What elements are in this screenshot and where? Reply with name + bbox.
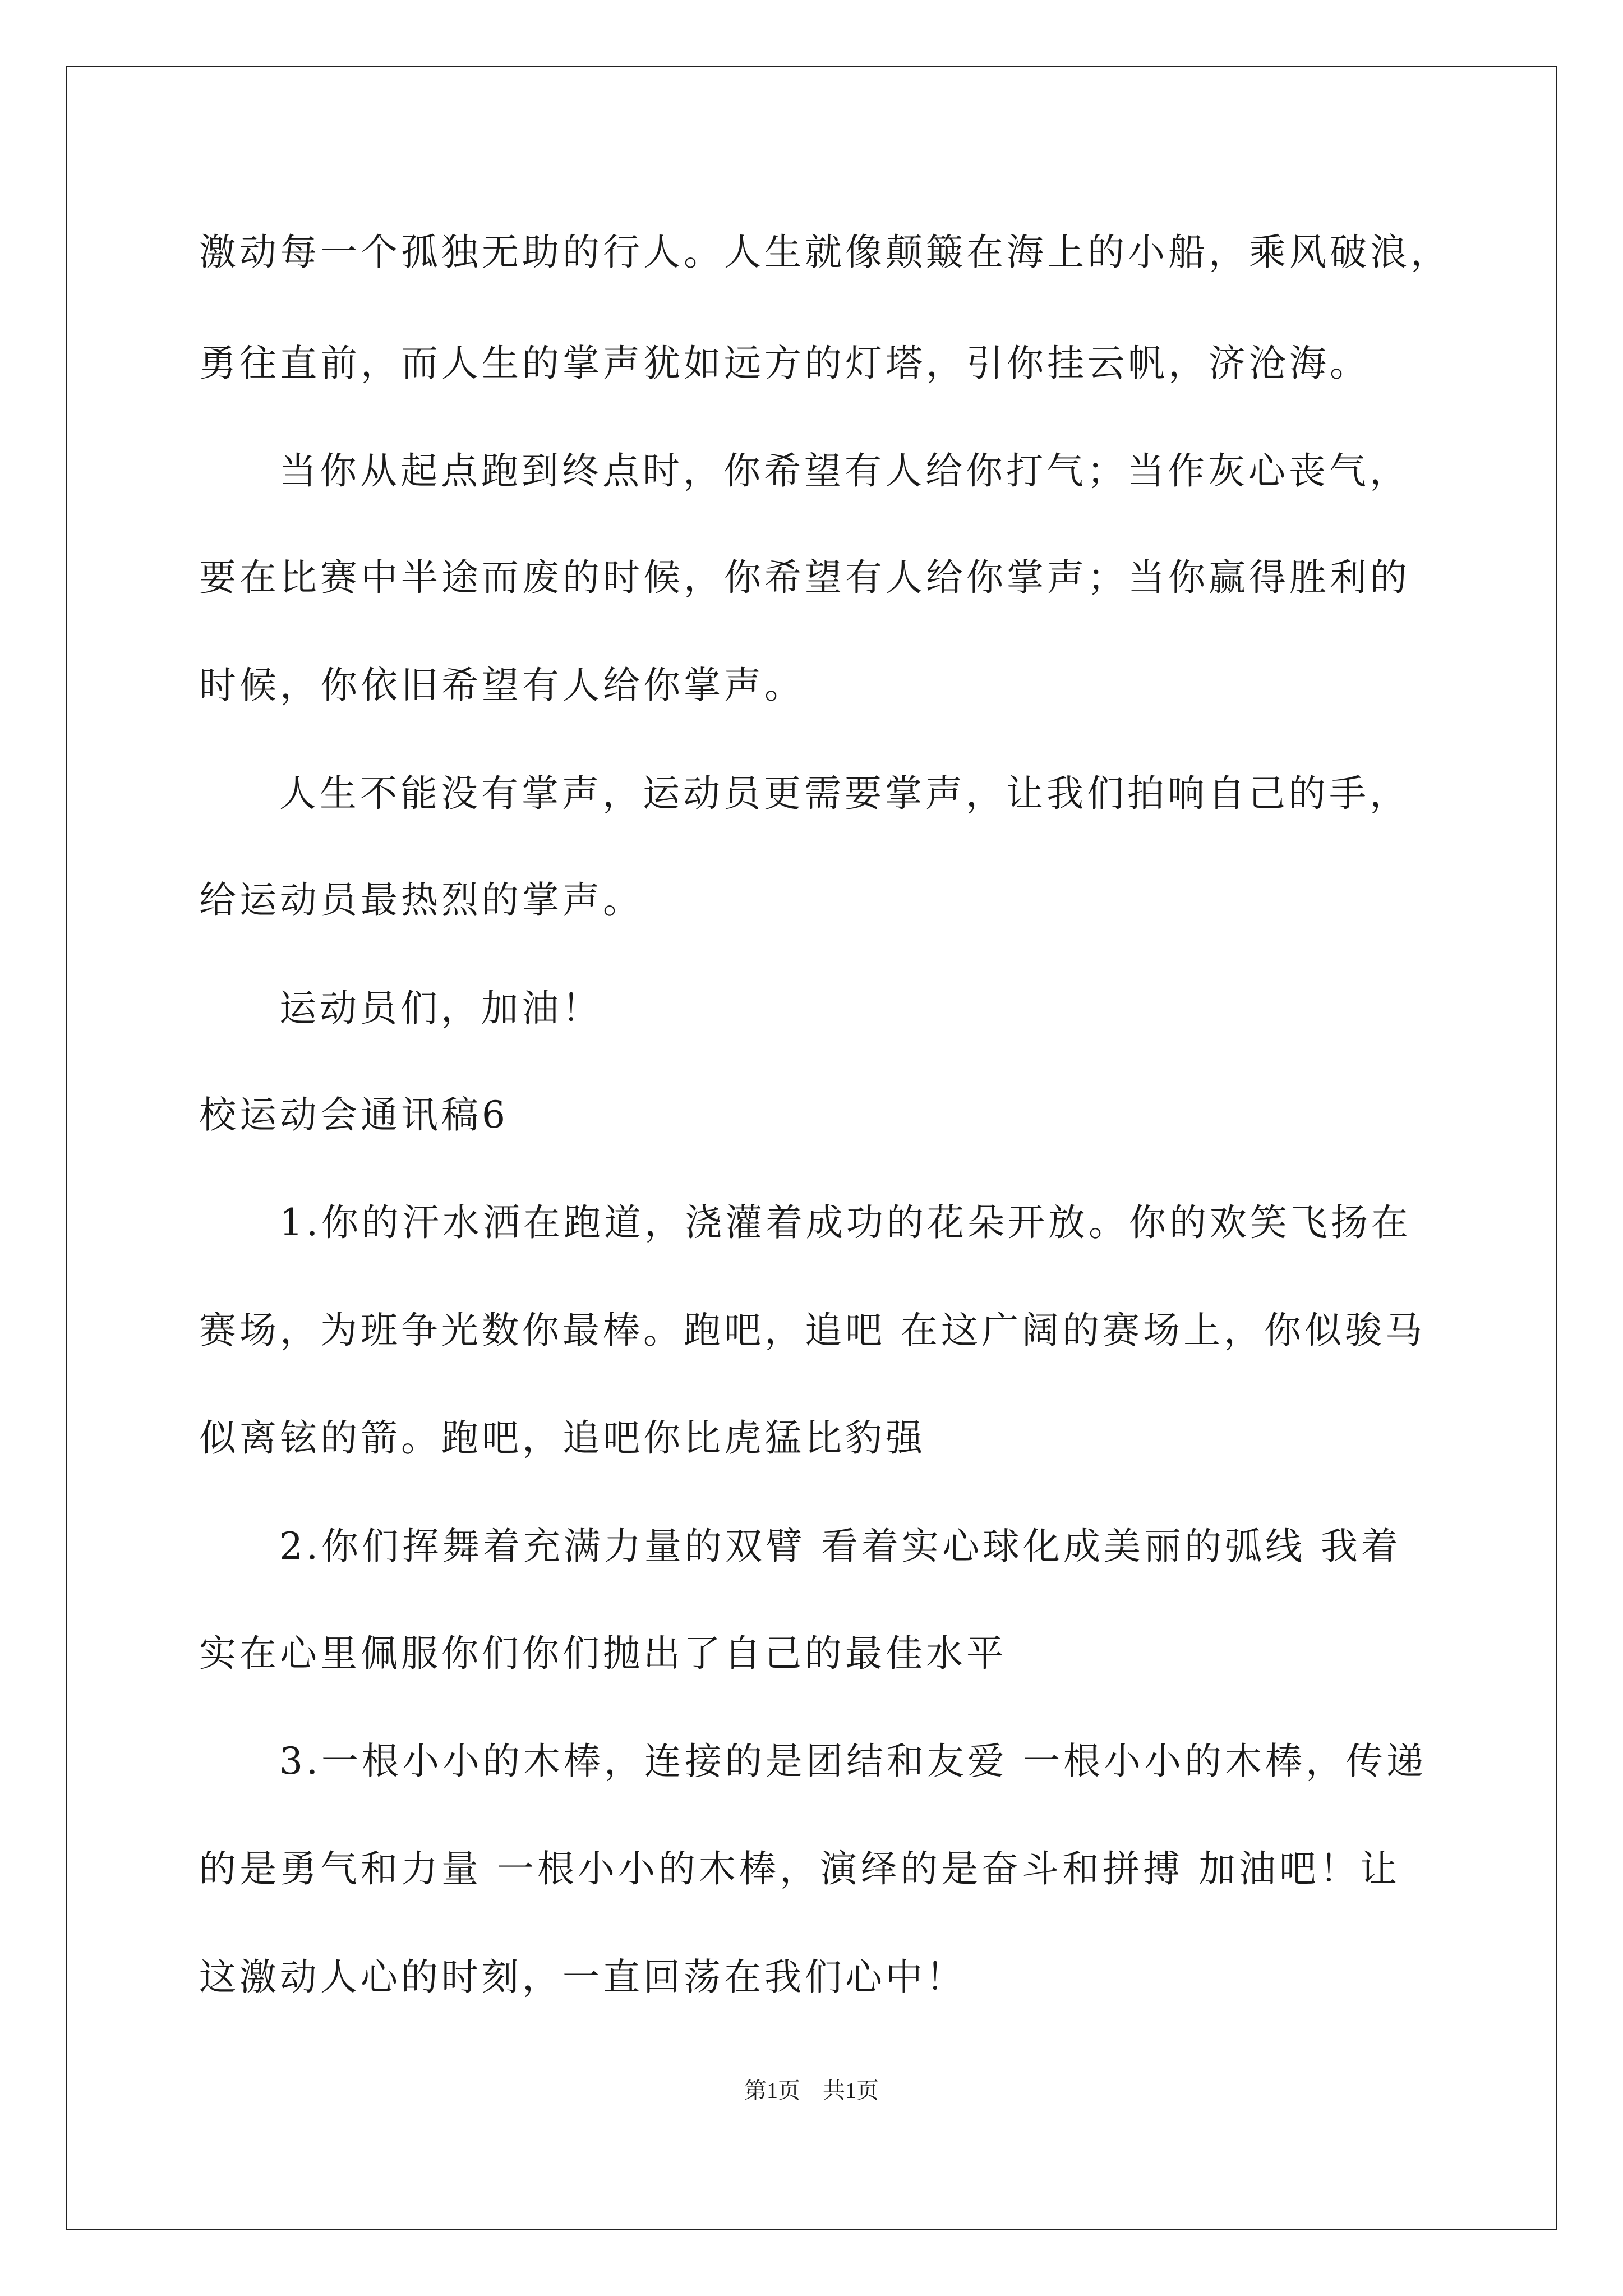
body-line-11: 赛场，为班争光数你最棒。跑吧，追吧 在这广阔的赛场上，你似骏马 bbox=[199, 1309, 1426, 1352]
body-line-16: 的是勇气和力量 一根小小的木棒，演绎的是奋斗和拼搏 加油吧！让 bbox=[199, 1847, 1400, 1890]
body-line-3: 当你从起点跑到终点时，你希望有人给你打气；当作灰心丧气， bbox=[279, 449, 1410, 493]
body-line-4: 要在比赛中半途而废的时候，你希望有人给你掌声；当你赢得胜利的 bbox=[199, 556, 1410, 599]
section-heading: 校运动会通讯稿6 bbox=[199, 1093, 509, 1137]
body-line-7: 给运动员最热烈的掌声。 bbox=[199, 878, 643, 922]
body-line-6: 人生不能没有掌声，运动员更需要掌声，让我们拍响自己的手， bbox=[279, 772, 1410, 815]
body-line-15: 3.一根小小的木棒，连接的是团结和友爱 一根小小的木棒，传递 bbox=[279, 1740, 1427, 1783]
body-line-10: 1.你的汗水洒在跑道，浇灌着成功的花朵开放。你的欢笑飞扬在 bbox=[279, 1201, 1412, 1244]
body-line-14: 实在心里佩服你们你们抛出了自己的最佳水平 bbox=[199, 1632, 1007, 1675]
body-line-17: 这激动人心的时刻，一直回荡在我们心中！ bbox=[199, 1955, 966, 1999]
body-line-12: 似离铉的箭。跑吧，追吧你比虎猛比豹强 bbox=[199, 1416, 926, 1460]
body-line-2: 勇往直前，而人生的掌声犹如远方的灯塔，引你挂云帆，济沧海。 bbox=[199, 342, 1370, 385]
body-line-8: 运动员们，加油！ bbox=[279, 987, 602, 1030]
body-line-5: 时候，你依旧希望有人给你掌声。 bbox=[199, 664, 805, 707]
page-border bbox=[66, 66, 1557, 2230]
body-line-1: 激动每一个孤独无助的行人。人生就像颠簸在海上的小船，乘风破浪， bbox=[199, 231, 1451, 274]
body-line-13: 2.你们挥舞着充满力量的双臂 看着实心球化成美丽的弧线 我着 bbox=[279, 1525, 1401, 1568]
page-footer: 第1页 共1页 bbox=[744, 2078, 879, 2103]
